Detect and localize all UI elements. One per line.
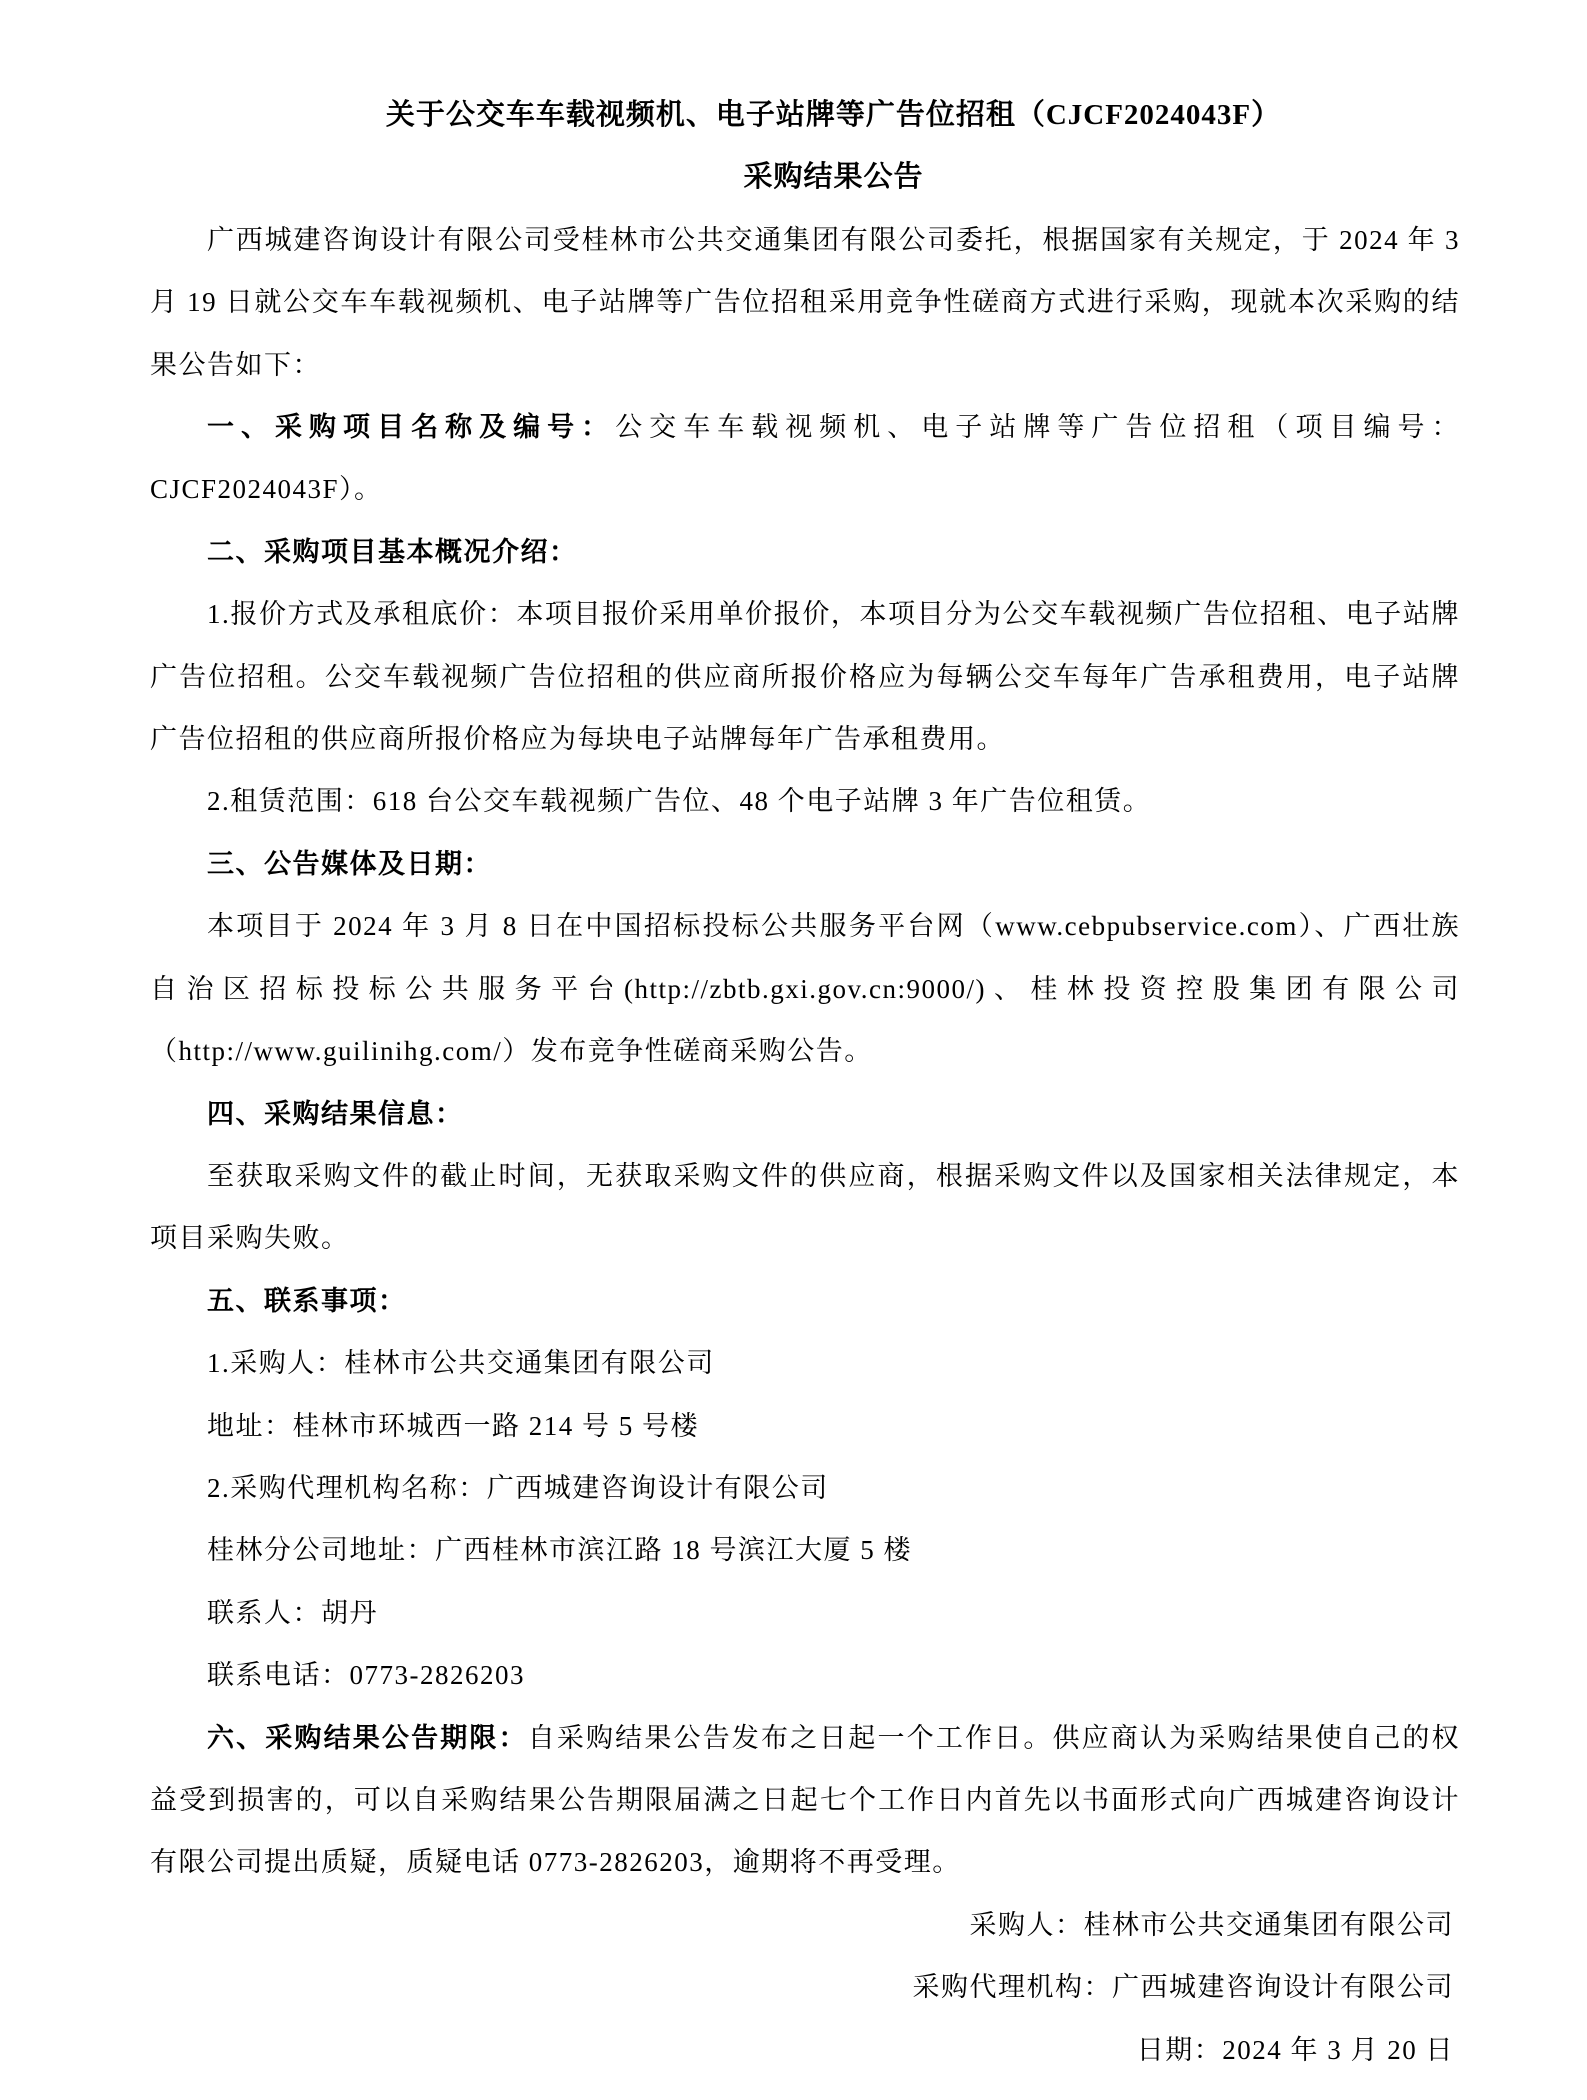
section-5-item-3: 2.采购代理机构名称：广西城建咨询设计有限公司: [207, 1472, 829, 1503]
document-title-line1: 关于公交车车载视频机、电子站牌等广告位招租（CJCF2024043F）: [385, 99, 1282, 131]
signature-date: 日期：2024 年 3 月 20 日: [1136, 2034, 1454, 2065]
section-5-heading: 五、联系事项：: [207, 1285, 407, 1316]
section-2-item-2: 2.租赁范围：618 台公交车载视频广告位、48 个电子站牌 3 年广告位租赁。: [207, 786, 1152, 817]
signature-buyer: 采购人：桂林市公共交通集团有限公司: [969, 1909, 1454, 1940]
document-title-line2: 采购结果公告: [743, 161, 924, 194]
section-3-heading: 三、公告媒体及日期：: [207, 848, 492, 879]
intro-paragraph: 广西城建咨询设计有限公司受桂林市公共交通集团有限公司委托，根据国家有关规定，于 2024 年 3 月 19 日就公交车车载视频机、电子站牌等广告位招租采用竞争性磋商方式进行采购，现就本次采购的结果公告如下：: [150, 224, 1460, 380]
section-1-text: 公交车车载视频机、电子站牌等广告位招租（项目编号：CJCF2024043F）。: [150, 412, 1461, 505]
section-5-item-2: 地址：桂林市环城西一路 214 号 5 号楼: [207, 1410, 699, 1441]
section-2-item-1: 1.报价方式及承租底价：本项目报价采用单价报价，本项目分为公交车载视频广告位招租、电子站牌广告位招租。公交车载视频广告位招租的供应商所报价格应为每辆公交车每年广告承租费用，电子站牌广告位招租的供应商所报价格应为每块电子站牌每年广告承租费用。: [150, 599, 1460, 755]
section-2-heading: 二、采购项目基本概况介绍：: [207, 536, 578, 567]
document-content: [150, 84, 1460, 2081]
section-5-item-6: 联系电话：0773-2826203: [207, 1660, 525, 1691]
section-4-heading: 四、采购结果信息：: [207, 1098, 464, 1129]
section-1-paragraph: [150, 396, 1460, 521]
section-3-text: 本项目于 2024 年 3 月 8 日在中国招标投标公共服务平台网（www.cebpubservice.com）、广西壮族自治区招标投标公共服务平台(http://zbtb.gxi.gov.cn:9000/)、桂林投资控股集团有限公司（http://www.guilinihg.com/）发布竞争性磋商采购公告。: [150, 911, 1460, 1067]
section-6-text: 自采购结果公告发布之日起一个工作日。供应商认为采购结果使自己的权益受到损害的，可以自采购结果公告期限届满之日起七个工作日内首先以书面形式向广西城建咨询设计有限公司提出质疑，质疑电话 0773-2826203，逾期将不再受理。: [150, 1722, 1460, 1878]
section-4-text: 至获取采购文件的截止时间，无获取采购文件的供应商，根据采购文件以及国家相关法律规定，本项目采购失败。: [150, 1160, 1460, 1254]
section-1-label: 一、采购项目名称及编号：: [207, 412, 616, 443]
signature-agency: 采购代理机构：广西城建咨询设计有限公司: [912, 1972, 1454, 2003]
section-5-item-5: 联系人：胡丹: [207, 1597, 378, 1628]
section-5-item-4: 桂林分公司地址：广西桂林市滨江路 18 号滨江大厦 5 楼: [207, 1535, 912, 1566]
section-5-item-1: 1.采购人：桂林市公共交通集团有限公司: [207, 1348, 715, 1379]
section-6-paragraph: [150, 1707, 1460, 1894]
section-6-label: 六、采购结果公告期限：: [207, 1722, 528, 1753]
